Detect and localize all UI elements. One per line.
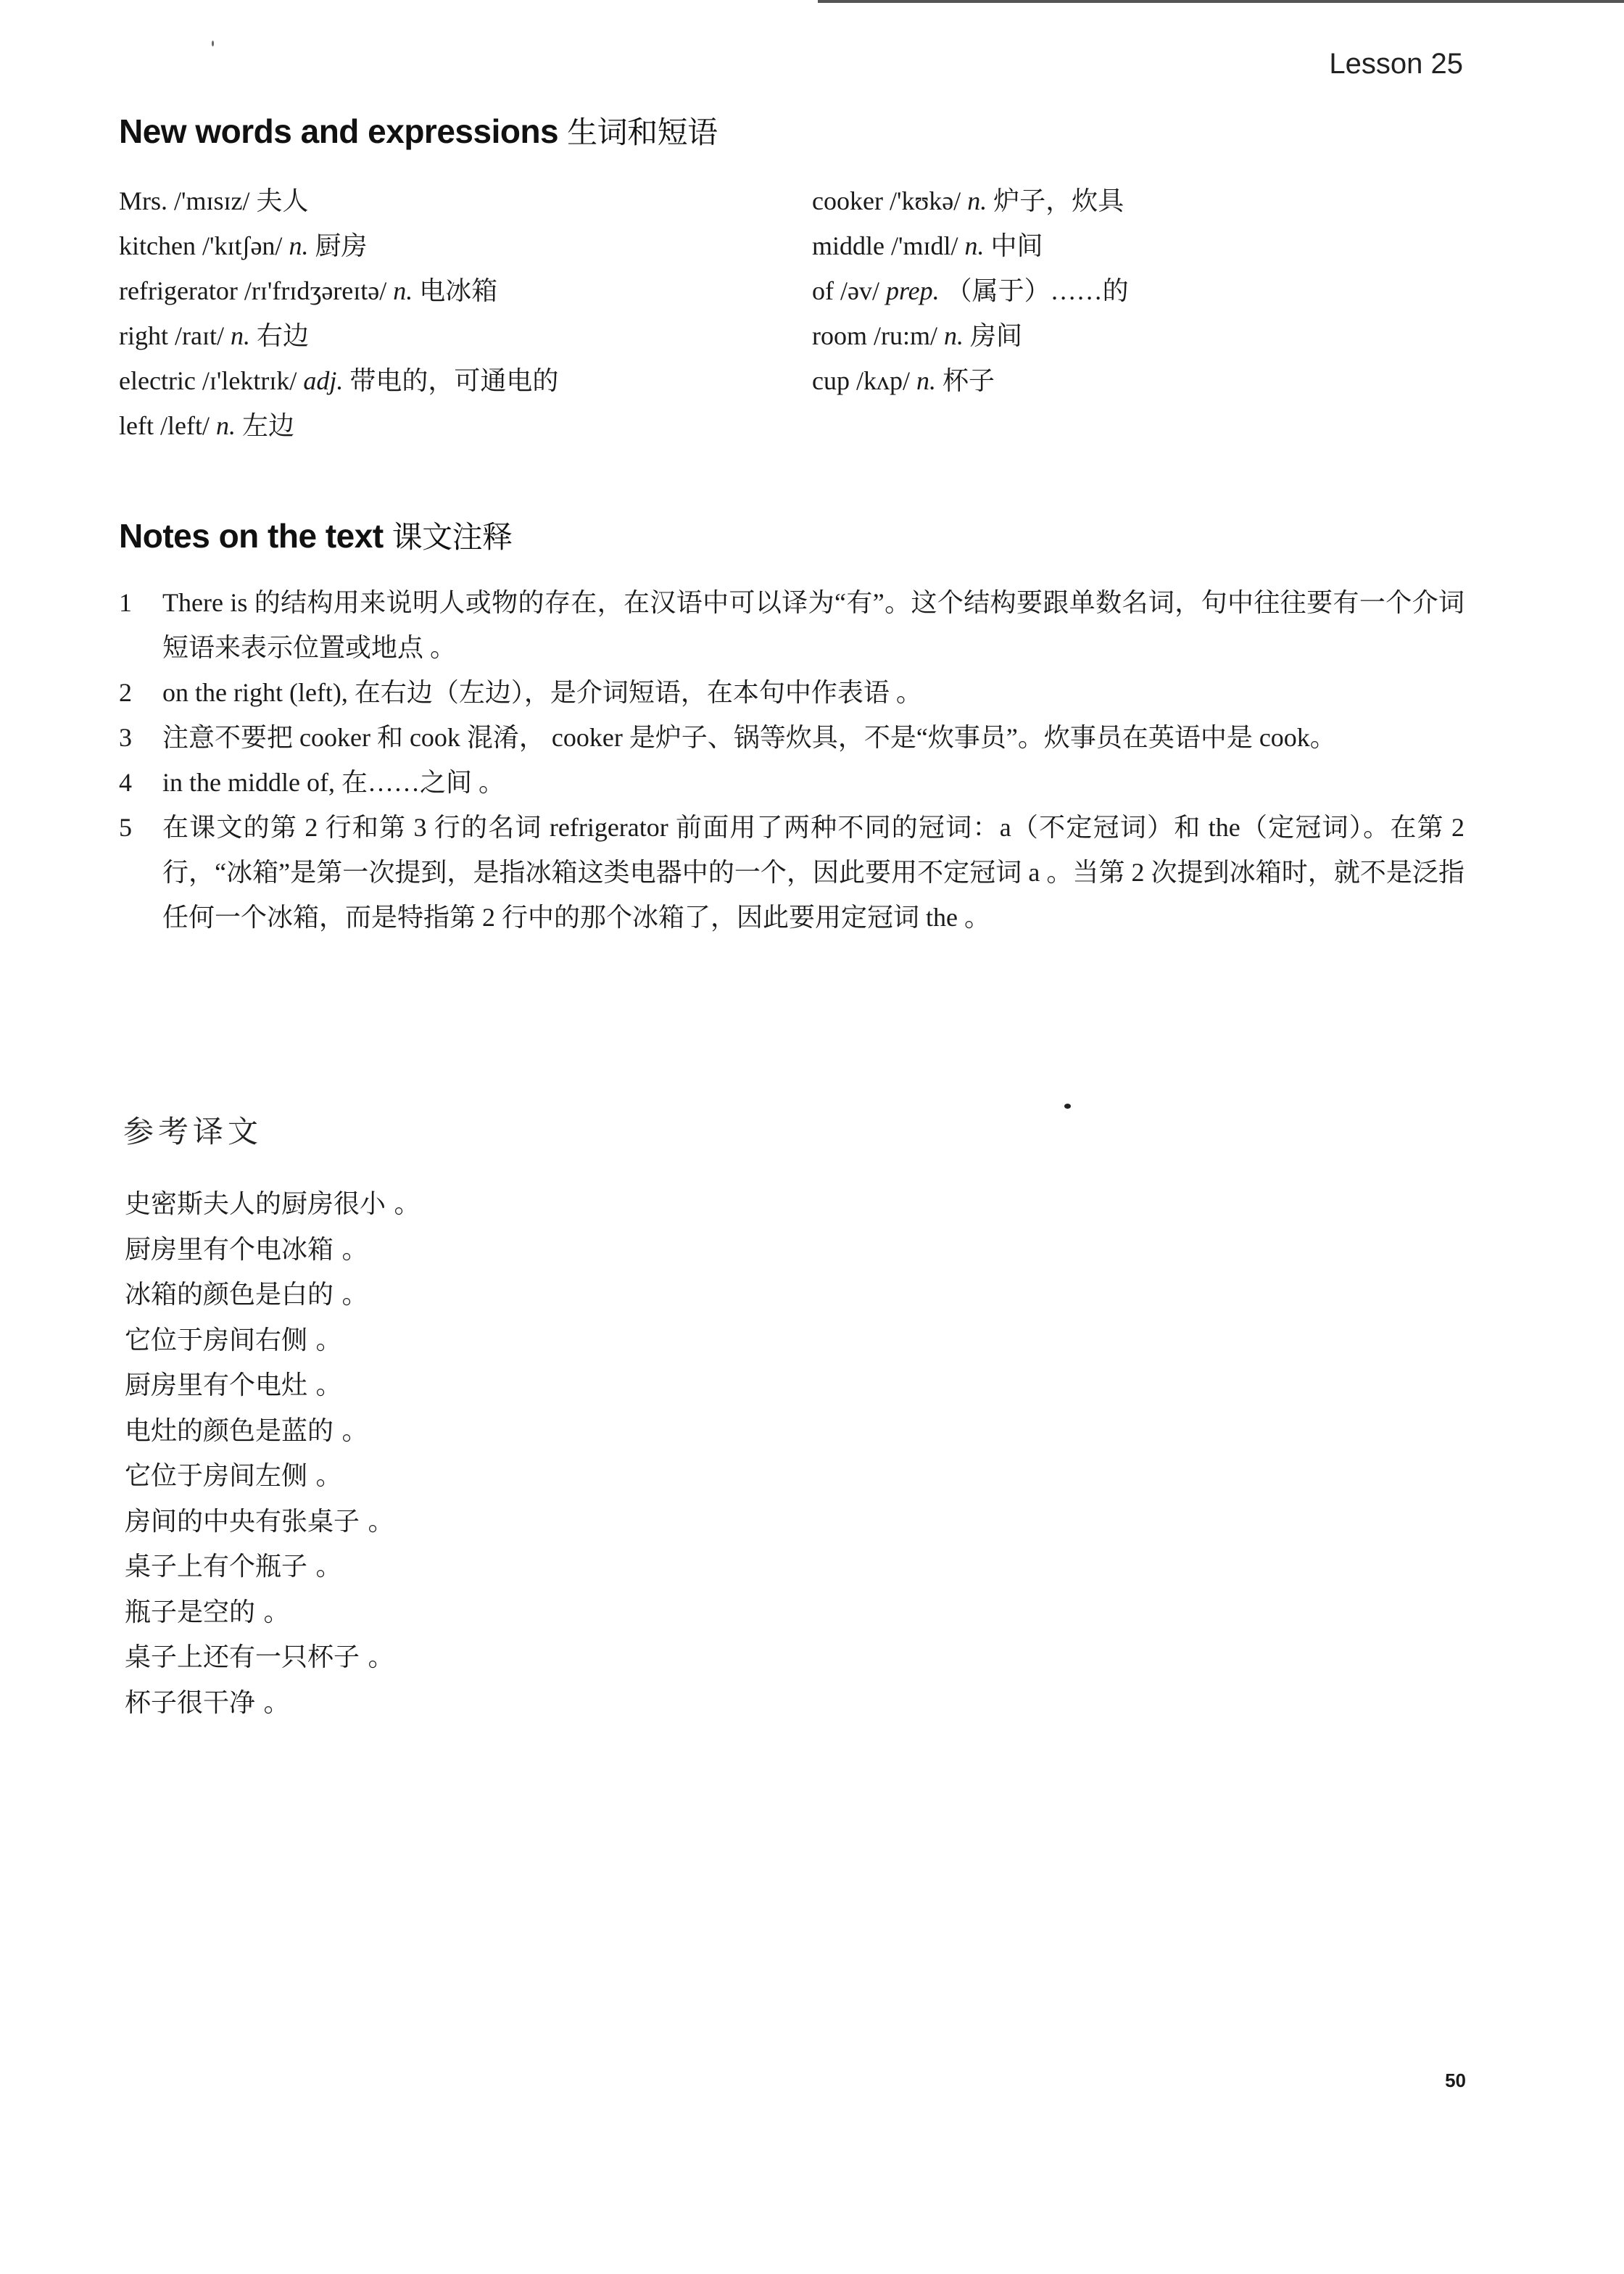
vocab-word: Mrs. [119,186,168,215]
translation-line: 厨房里有个电冰箱 。 [125,1234,368,1265]
vocab-item [119,358,558,403]
vocab-phonetic: /rɪ'frɪdʒəreɪtə/ [244,276,387,305]
vocab-pos: n. [944,321,964,350]
vocab-pos: n. [230,321,250,350]
vocab-phonetic: /ru:m/ [874,321,937,350]
vocab-right-column [812,178,1129,403]
vocab-phonetic: /kʌp/ [856,366,910,395]
note-item [119,670,1464,715]
vocab-pos: adj. [303,366,344,395]
vocab-meaning: 杯子 [942,366,995,395]
translation-lines [125,1182,420,1726]
vocab-meaning: 左边 [241,411,294,440]
note-number: 3 [119,723,132,752]
notes-list [119,580,1464,940]
new-words-heading [119,109,718,152]
vocab-phonetic: /ɪ'lektrɪk/ [202,366,297,395]
vocab-item [119,178,558,223]
vocab-meaning: 厨房 [315,231,368,260]
new-words-heading-zh: 生词和短语 [567,115,718,150]
vocab-phonetic: /left/ [160,411,210,440]
vocab-word: cooker [812,186,883,215]
new-words-heading-en: New words and expressions [119,112,559,150]
vocab-item [812,178,1129,223]
translation-line: 桌子上还有一只杯子 。 [125,1642,394,1672]
vocab-meaning: 带电的，可通电的 [349,366,559,395]
vocab-pos: prep. [885,276,940,305]
note-text: in the middle of, 在……之间 。 [162,768,505,797]
translation-line: 电灶的颜色是蓝的 。 [125,1415,368,1446]
translation-line: 桌子上有个瓶子 。 [125,1552,342,1582]
translation-line: 冰箱的颜色是白的 。 [125,1280,368,1310]
lesson-label: Lesson 25 [1329,48,1463,80]
vocab-item [812,223,1129,268]
top-rule [818,0,1624,3]
note-number: 4 [119,768,132,797]
vocab-meaning: 电冰箱 [419,276,498,305]
translation-line: 史密斯夫人的厨房很小 。 [125,1189,420,1219]
translation-line: 它位于房间右侧 。 [125,1325,342,1355]
note-item [119,580,1464,670]
page-number: 50 [1445,2070,1466,2091]
note-item [119,715,1464,760]
vocab-phonetic: /'kɪtʃən/ [202,231,283,260]
scan-speck [1064,1104,1071,1109]
note-item [119,760,1464,805]
vocab-pos: n. [916,366,936,395]
vocab-word: right [119,321,168,350]
vocab-word: kitchen [119,231,196,260]
vocab-meaning: 炉子，炊具 [993,186,1124,215]
notes-heading-en: Notes on the text [119,517,384,555]
note-text: 注意不要把 cooker 和 cook 混淆， cooker 是炉子、锅等炊具，不是“炊事员”。炊事员在英语中是 cook。 [162,723,1336,752]
note-text: on the right (left), 在右边（左边），是介词短语，在本句中作表语 。 [162,678,922,707]
translation-line: 它位于房间左侧 。 [125,1461,342,1491]
vocab-pos: n. [393,276,413,305]
vocab-word: room [812,321,867,350]
translation-heading: 参考译文 [123,1114,263,1149]
note-text: 在课文的第 2 行和第 3 行的名词 refrigerator 前面用了两种不同的冠词：a（不定冠词）和 the（定冠词）。在第 2 行，“冰箱”是第一次提到，是指冰箱这类电器中的一个，因此要用不定冠词 a 。当第 2 次提到冰箱时，就不是泛指任何一个冰箱，而是特指第 2 行中的那个冰箱了，因此要用定冠词 the 。 [162,813,1464,932]
translation-line: 杯子很干净 。 [125,1687,290,1718]
note-number: 1 [119,588,132,617]
translation-line: 瓶子是空的 。 [125,1597,290,1627]
notes-heading [119,513,513,557]
vocab-meaning: （属于）……的 [945,276,1129,305]
vocab-word: left [119,411,154,440]
vocab-word: of [812,276,834,305]
vocab-phonetic: /'kʊkə/ [889,186,961,215]
notes-heading-zh: 课文注释 [392,519,513,555]
vocab-item [119,403,558,448]
vocab-meaning: 房间 [970,321,1023,350]
vocab-word: middle [812,231,884,260]
vocab-phonetic: /raɪt/ [175,321,224,350]
vocab-item [119,268,558,313]
note-number: 5 [119,813,132,842]
vocab-phonetic: /'mɪsɪz/ [174,186,250,215]
vocab-phonetic: /əv/ [840,276,879,305]
vocab-word: cup [812,366,850,395]
note-number: 2 [119,678,132,707]
vocab-item [812,358,1129,403]
translation-line: 房间的中央有张桌子 。 [125,1506,394,1537]
vocab-meaning: 夫人 [256,186,309,215]
note-text: There is 的结构用来说明人或物的存在，在汉语中可以译为“有”。这个结构要跟单数名词，句中往往要有一个介词短语来表示位置或地点 。 [162,588,1464,662]
vocab-word: refrigerator [119,276,238,305]
vocab-meaning: 右边 [256,321,309,350]
vocab-pos: n. [289,231,309,260]
scan-speck [212,41,214,46]
vocab-item [812,313,1129,358]
vocab-pos: n. [967,186,987,215]
translation-line: 厨房里有个电灶 。 [125,1370,342,1400]
note-item [119,805,1464,940]
vocab-pos: n. [215,411,236,440]
vocab-item [119,223,558,268]
vocab-left-column [119,178,558,448]
vocab-item [812,268,1129,313]
vocab-pos: n. [964,231,985,260]
vocab-item [119,313,558,358]
vocab-meaning: 中间 [990,231,1043,260]
vocab-word: electric [119,366,196,395]
vocab-phonetic: /'mɪdl/ [890,231,958,260]
